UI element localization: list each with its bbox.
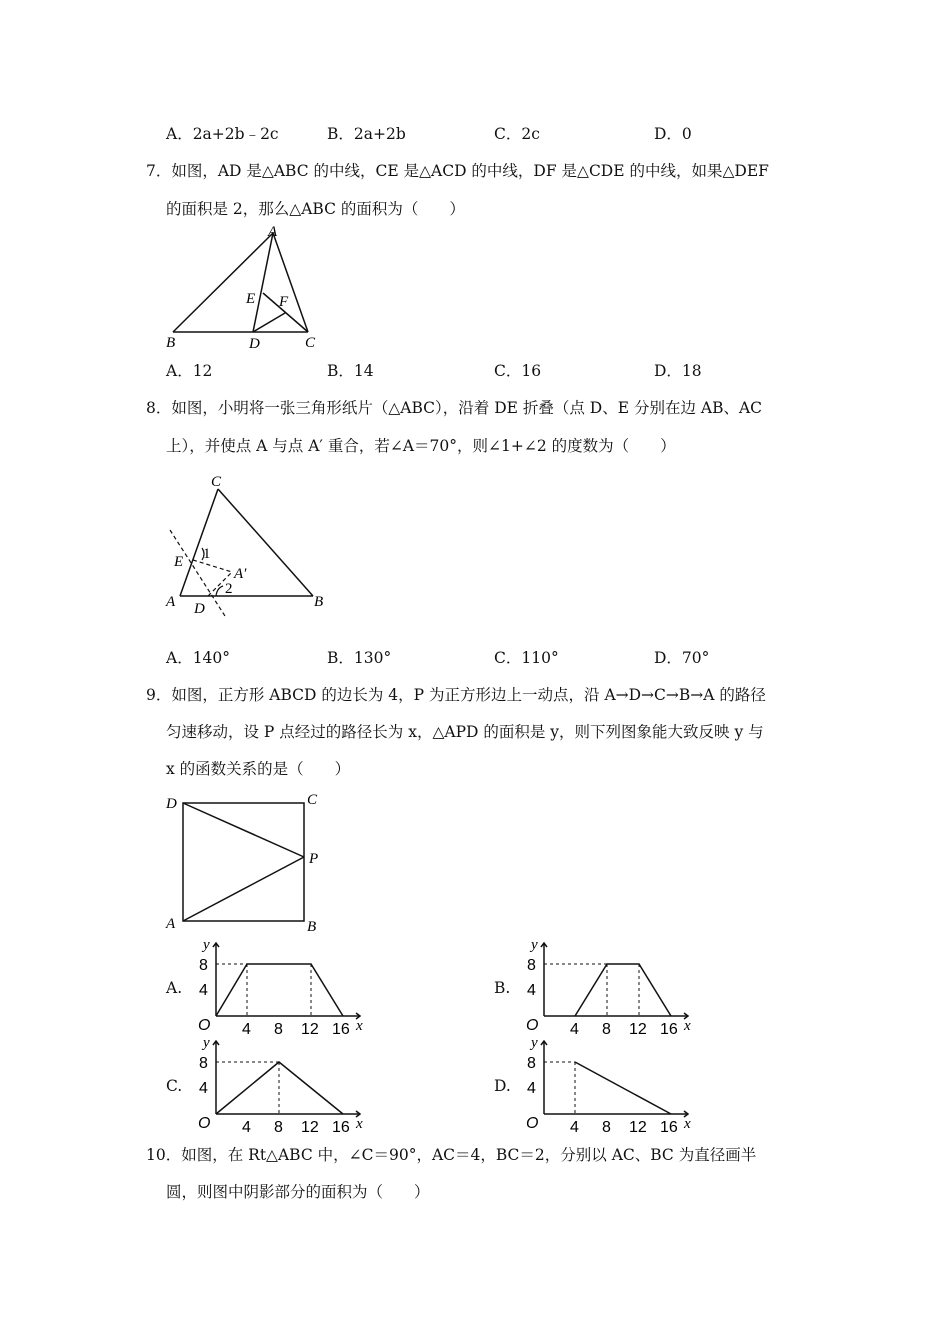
q9-graph-b-xtick-16: 16 — [660, 1021, 678, 1036]
q9-option-d-label: D. — [494, 1077, 511, 1095]
q9-graph-a-xtick-12: 12 — [301, 1021, 319, 1036]
q8-label-d: D — [194, 601, 205, 617]
q9-graph-d-ytick-8: 8 — [527, 1055, 536, 1072]
q7-label-a: A — [268, 224, 278, 240]
q7-triangle-figure — [160, 222, 330, 352]
q9-graph-a-xlabel: x — [356, 1018, 363, 1034]
q8-label-angle2: 2 — [225, 581, 233, 597]
q8-stem-line1: 8．如图，小明将一张三角形纸片（△ABC），沿着 DE 折叠（点 D、E 分别在边 AB、AC — [146, 399, 763, 417]
q8-label-e: E — [174, 554, 184, 570]
q9-graph-c-xlabel: x — [356, 1116, 363, 1132]
q9-label-d: D — [166, 796, 177, 812]
q9-label-a: A — [166, 916, 176, 932]
q8-label-b: B — [314, 594, 324, 610]
q6-option-d: D．0 — [654, 125, 692, 143]
q9-graph-c-ytick-8: 8 — [199, 1055, 208, 1072]
q7-stem-line1: 7．如图，AD 是△ABC 的中线，CE 是△ACD 的中线，DF 是△CDE 的中线，如果△DEF — [146, 162, 769, 180]
q9-graph-b-xlabel: x — [684, 1018, 691, 1034]
q9-graph-d-xtick-16: 16 — [660, 1119, 678, 1134]
q7-option-c: C．16 — [494, 362, 542, 380]
q7-option-a: A．12 — [166, 362, 213, 380]
q9-graph-c — [190, 1034, 380, 1134]
q9-graph-b-ylabel: y — [531, 937, 538, 953]
q9-graph-b-ytick-4: 4 — [527, 982, 536, 999]
q9-graph-b — [518, 936, 708, 1036]
q9-square-figure — [160, 788, 330, 938]
q7-label-f: F — [279, 294, 289, 310]
q9-option-a-label: A. — [166, 979, 183, 997]
q9-option-c-label: C. — [166, 1077, 183, 1095]
q9-label-c: C — [307, 792, 318, 808]
q9-stem-line3: x 的函数关系的是（ ） — [166, 760, 351, 778]
q9-graph-a-xtick-8: 8 — [274, 1021, 283, 1036]
q9-graph-a-origin: O — [198, 1017, 211, 1034]
q8-option-b: B．130° — [327, 649, 392, 667]
q9-graph-a-xtick-16: 16 — [332, 1021, 350, 1036]
q8-label-angle1: 1 — [203, 546, 211, 562]
q8-option-d: D．70° — [654, 649, 710, 667]
q9-stem-line1: 9．如图，正方形 ABCD 的边长为 4，P 为正方形边上一动点，沿 A→D→C→B→A 的路径 — [146, 686, 766, 704]
q7-label-b: B — [166, 335, 176, 351]
q6-option-c: C．2c — [494, 125, 540, 143]
q9-graph-a — [190, 936, 380, 1036]
q9-graph-b-xtick-12: 12 — [629, 1021, 647, 1036]
q9-graph-d-xtick-8: 8 — [602, 1119, 611, 1134]
q9-graph-d-xtick-12: 12 — [629, 1119, 647, 1134]
q6-option-b: B．2a+2b — [327, 125, 406, 143]
q9-graph-b-origin: O — [526, 1017, 539, 1034]
q9-graph-b-xtick-4: 4 — [570, 1021, 579, 1036]
q9-graph-a-ytick-8: 8 — [199, 957, 208, 974]
q9-graph-c-xtick-16: 16 — [332, 1119, 350, 1134]
q9-option-b-label: B. — [494, 979, 511, 997]
q7-label-c: C — [305, 335, 316, 351]
q10-stem-line1: 10．如图，在 Rt△ABC 中，∠C＝90°，AC＝4，BC＝2，分别以 AC、BC 为直径画半 — [146, 1146, 757, 1164]
q9-graph-a-xtick-4: 4 — [242, 1021, 251, 1036]
q7-option-d: D．18 — [654, 362, 702, 380]
q9-stem-line2: 匀速移动，设 P 点经过的路径长为 x，△APD 的面积是 y，则下列图象能大致反映 y 与 — [166, 723, 764, 741]
q9-graph-c-ylabel: y — [203, 1035, 210, 1051]
q9-graph-d — [518, 1034, 708, 1134]
q8-label-c: C — [211, 474, 222, 490]
q9-graph-c-ytick-4: 4 — [199, 1080, 208, 1097]
q9-graph-a-ytick-4: 4 — [199, 982, 208, 999]
q9-label-b: B — [307, 919, 317, 935]
q9-graph-c-xtick-12: 12 — [301, 1119, 319, 1134]
q9-graph-d-ylabel: y — [531, 1035, 538, 1051]
q8-fold-figure — [160, 468, 335, 618]
q9-graph-d-xtick-4: 4 — [570, 1119, 579, 1134]
q7-option-b: B．14 — [327, 362, 374, 380]
q8-stem-line2: 上），并使点 A 与点 A′ 重合，若∠A＝70°，则∠1+∠2 的度数为（ ） — [166, 437, 676, 455]
q9-graph-c-origin: O — [198, 1115, 211, 1132]
q9-graph-b-xtick-8: 8 — [602, 1021, 611, 1036]
q8-label-a: A — [166, 594, 176, 610]
q9-graph-b-ytick-8: 8 — [527, 957, 536, 974]
q7-label-d: D — [249, 336, 260, 352]
q7-stem-line2: 的面积是 2，那么△ABC 的面积为（ ） — [166, 200, 465, 218]
q6-option-a: A．2a+2b﹣2c — [166, 125, 279, 143]
q9-graph-d-ytick-4: 4 — [527, 1080, 536, 1097]
q8-label-a-prime: A′ — [234, 566, 247, 582]
q10-stem-line2: 圆，则图中阴影部分的面积为（ ） — [166, 1183, 430, 1201]
q7-label-e: E — [246, 291, 256, 307]
q8-option-c: C．110° — [494, 649, 559, 667]
q9-graph-d-origin: O — [526, 1115, 539, 1132]
q9-graph-c-xtick-8: 8 — [274, 1119, 283, 1134]
q9-label-p: P — [309, 851, 319, 867]
q9-graph-a-ylabel: y — [203, 937, 210, 953]
q9-graph-d-xlabel: x — [684, 1116, 691, 1132]
q9-graph-c-xtick-4: 4 — [242, 1119, 251, 1134]
q8-option-a: A．140° — [166, 649, 231, 667]
